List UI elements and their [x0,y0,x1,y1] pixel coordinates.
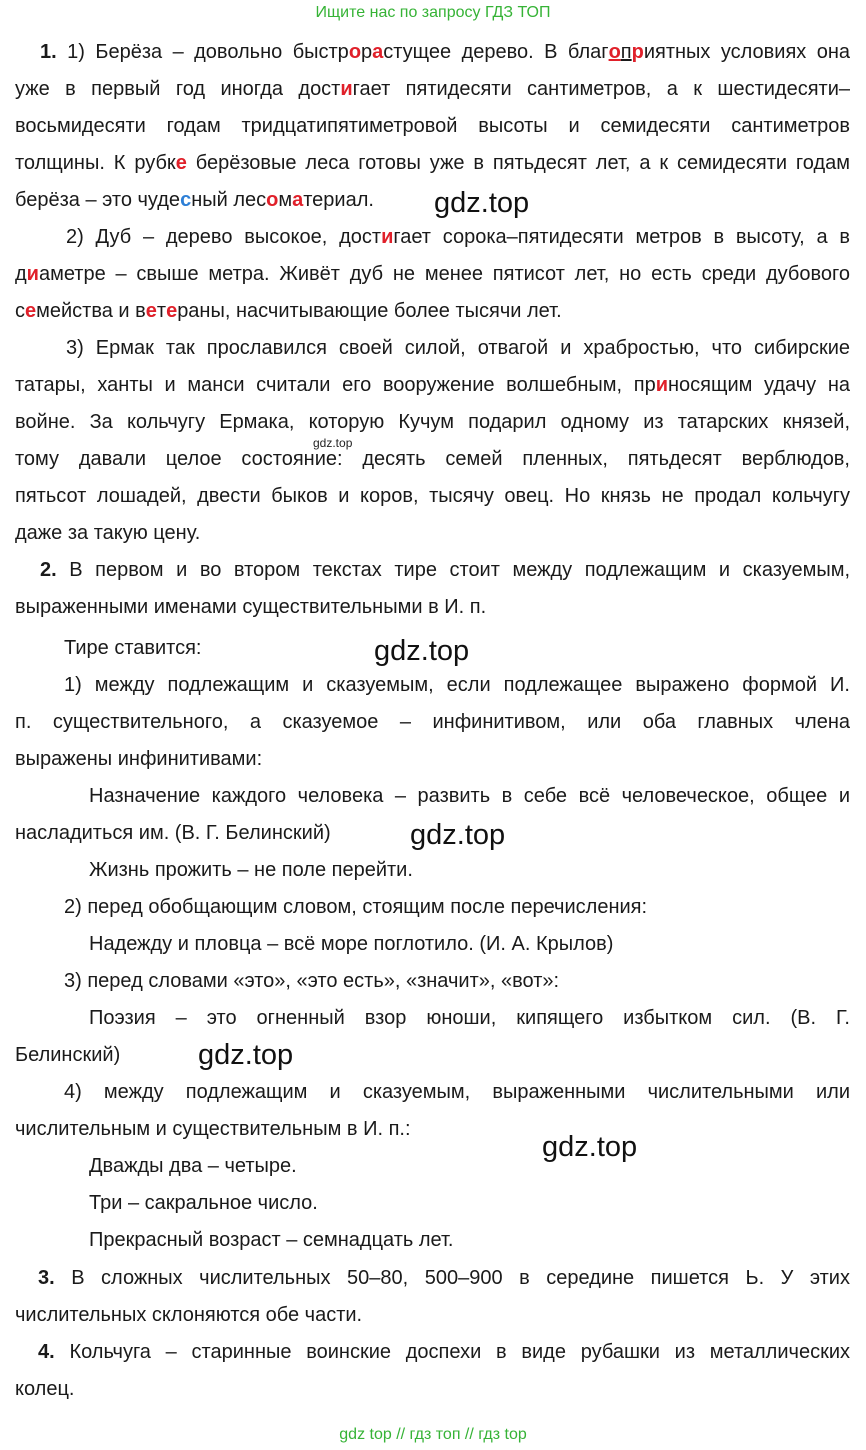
task1-p3-line2 [15,367,850,404]
text-span: В сложных числительных 50–80, 500–900 в середине пишется Ь. У этих [71,1267,850,1289]
task1-p1-line5 [15,182,850,219]
task1-p1-line3: восьмидесяти годам тридцатипятиметровой высоты и семидесяти сантиметров [15,115,850,137]
task1-p3-line1: 3) Ермак так прославился своей силой, отвагой и храбростью, что сибирские [66,337,850,359]
rule4-example3: Прекрасный возраст – семнадцать лет. [89,1229,454,1251]
rule1-line2: п. существительного, а сказуемое – инфинитивом, или оба главных члена [15,711,850,733]
text-span: 1) Берёза – довольно быстр [67,41,349,63]
watermark-small: gdz.top [313,436,353,450]
rule3-example-line1: Поэзия – это огненный взор юноши, кипящего избытком сил. (В. Г. [89,1007,850,1029]
watermark: gdz.top [434,187,530,219]
task3-line1 [15,1260,850,1297]
highlight-letter: е [166,300,178,322]
text-span: толщины. К рубк [15,152,176,174]
task3-number: 3. [38,1267,55,1289]
text-span: п [620,41,632,63]
highlight-letter: и [340,78,353,100]
highlight-letter: о [348,41,362,63]
task1-p1-line1 [15,34,850,71]
rule4-line2: числительным и существительным в И. п.: [15,1118,411,1140]
text-span: 2) Дуб – дерево высокое, дост [66,226,382,248]
rule1-example1-line2: насладиться им. (В. Г. Белинский) [15,822,331,844]
highlight-letter: и [655,374,668,396]
text-span: носящим удачу на [668,374,850,396]
task4-line1 [15,1334,850,1371]
task3-line2: числительных склоняются обе части. [15,1304,363,1326]
highlight-letter: е [175,152,187,174]
footer-links[interactable]: gdz top // гдз топ // гдз top [339,1426,527,1443]
text-span: с [15,300,25,322]
highlight-letter: и [381,226,394,248]
highlight-letter: и [26,263,39,285]
text-span: мейства и в [36,300,146,322]
text-span: раны, насчитывающие более тысячи лет. [177,300,562,322]
rule1-example2: Жизнь прожить – не поле перейти. [89,859,413,881]
watermark: gdz.top [542,1131,638,1163]
rule4-example2: Три – сакральное число. [89,1192,318,1214]
rule3-line1: 3) перед словами «это», «это есть», «значит», «вот»: [64,970,560,992]
text-span: д [15,263,27,285]
task1-number: 1. [40,41,57,63]
text-span: стущее дерево. В благ [383,41,609,63]
rule2-example: Надежду и пловца – всё море поглотило. (И. А. Крылов) [89,933,614,955]
task1-p1-line2 [15,71,850,108]
rule4-example1: Дважды два – четыре. [89,1155,297,1177]
text-span: териал. [303,189,374,211]
task1-p3-line5: пятьсот лошадей, двести быков и коров, тысячу овец. Но князь не продал кольчугу [15,485,850,507]
highlight-letter: а [292,189,304,211]
rule2-line1: 2) перед обобщающим словом, стоящим после перечисления: [64,896,648,918]
highlight-letter: о [608,41,621,63]
rule1-line3: выражены инфинитивами: [15,748,263,770]
text-span: берёза – это чуде [15,189,181,211]
text-span: гает пятидесяти сантиметров, а к шестидесяти– [352,78,850,100]
text-span: ный лес [191,189,267,211]
task1-p3-line4: тому давали целое состояние: десять семей пленных, пятьдесят верблюдов, [15,448,850,470]
rule1-line1: 1) между подлежащим и сказуемым, если подлежащее выражено формой И. [64,674,850,696]
text-span: аметре – свыше метра. Живёт дуб не менее пятисот лет, но есть среди дубового [38,263,850,285]
task1-p2-line3 [15,293,850,330]
task4-line2: колец. [15,1378,75,1400]
text-span: уже в первый год иногда дост [15,78,341,100]
task2-intro: Тире ставится: [64,637,202,659]
highlight-letter: а [372,41,384,63]
text-span: берёзовые леса готовы уже в пятьдесят лет, а к семидесяти годам [186,152,850,174]
task1-p2-line1 [15,219,850,256]
text-span: т [156,300,167,322]
text-span: м [278,189,293,211]
task4-number: 4. [38,1341,55,1363]
highlight-letter: е [25,300,37,322]
rule1-example1-line1: Назначение каждого человека – развить в себе всё человеческое, общее и [89,785,850,807]
task1-p3-line6: даже за такую цену. [15,522,201,544]
task1-p2-line2 [15,256,850,293]
highlight-letter: с [180,189,192,211]
highlight-letter: р [631,41,644,63]
text-span: В первом и во втором текстах тире стоит между подлежащим и сказуемым, [69,559,850,581]
task1-p1-line4 [15,145,850,182]
rule3-example-line2: Белинский) [15,1044,121,1066]
text-span: Кольчуга – старинные воинские доспехи в виде рубашки из металлических [69,1341,850,1363]
text-span: гает сорока–пятидесяти метров в высоту, а в [393,226,850,248]
task2-line2: выраженными именами существительными в И. п. [15,596,487,618]
highlight-letter: о [266,189,279,211]
task2-line1 [15,552,850,589]
header-search-hint[interactable]: Ищите нас по запросу ГДЗ ТОП [315,4,551,21]
text-span: р [361,41,373,63]
watermark: gdz.top [410,819,506,851]
text-span: иятных условиях она [643,41,850,63]
text-span: татары, ханты и манси считали его вооружение волшебным, пр [15,374,656,396]
task2-number: 2. [40,559,57,581]
task1-p3-line3: войне. За кольчугу Ермака, которую Кучум подарил одному из татарских князей, [15,411,850,433]
rule4-line1: 4) между подлежащим и сказуемым, выраженными числительными или [64,1081,850,1103]
highlight-letter: е [145,300,157,322]
watermark: gdz.top [374,635,470,667]
watermark: gdz.top [198,1039,294,1071]
